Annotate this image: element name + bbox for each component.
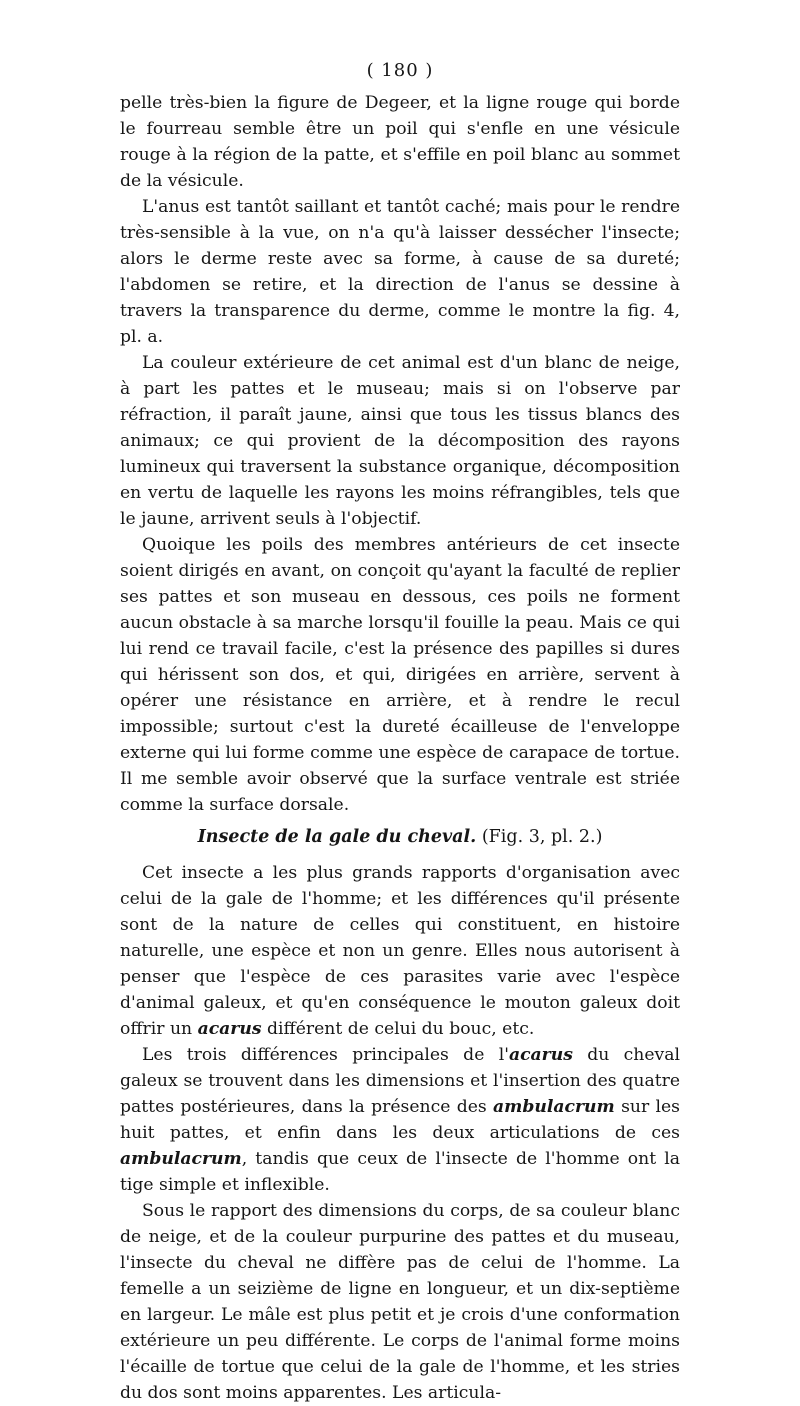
differences-text-2: du cheval galeux se trouvent dans les dimensions et l'insertion des quatre pattes postérieures, dans la présence des [120,1045,681,1117]
paragraph-differences [120,1042,680,1198]
paragraph-dimensions: Sous le rapport des dimensions du corps, de sa couleur blanc de neige, et de la couleur purpurine des pattes et du museau, l'insecte du cheval ne diffère pas de celui de l'homme. La femelle a un seizième de ligne en longueur, et un dix-septième en largeur. Le mâle est plus petit et je crois d'une conformation extérieure un peu différente. Le corps de l'animal forme moins l'écaille de tortue que celui de la gale de l'homme, et les stries du dos sont moins apparentes. Les articula- [120,1201,680,1403]
differences-text-4: , tandis que ceux de l'insecte de l'homme ont la tige simple et inflexible. [120,1149,680,1195]
book-page [120,58,680,1406]
section-figure-reference: (Fig. 3, pl. 2.) [481,827,603,847]
section-heading [120,824,680,850]
term-acarus: acarus [508,1045,573,1065]
term-ambulacrum: ambulacrum [120,1149,242,1169]
differences-text-3: sur les huit pattes, et enfin dans les deux articulations de ces [120,1097,680,1143]
differences-text-1: Les trois différences principales de l' [142,1045,509,1065]
section-title: Insecte de la gale du cheval. [197,827,477,847]
term-acarus: acarus [197,1019,262,1039]
paragraph-rapports [120,860,680,1042]
paragraph-rapports-text: Cet insecte a les plus grands rapports d'organisation avec celui de la gale de l'homme; et les différences qu'il présente sont de la nature de celles qui constituent, en histoire naturelle, une espèce et non un genre. Elles nous autorisent à penser que l'espèce de ces parasites varie avec l'espèce d'animal galeux, et qu'en conséquence le mouton galeux doit offrir un [120,863,680,1039]
paragraph-anus: L'anus est tantôt saillant et tantôt caché; mais pour le rendre très-sensible à la vue, on n'a qu'à laisser dessécher l'insecte; alors le derme reste avec sa forme, à cause de sa dureté; l'abdomen se retire, et la direction de l'anus se dessine à travers la transparence du derme, comme le montre la fig. 4, pl. a. [120,197,680,347]
paragraph-rapports-end: différent de celui du bouc, etc. [267,1019,535,1039]
paragraph-poils: Quoique les poils des membres antérieurs de cet insecte soient dirigés en avant, on conçoit qu'ayant la faculté de replier ses pattes et son museau en dessous, ces poils ne forment aucun obstacle à sa marche lorsqu'il fouille la peau. Mais ce qui lui rend ce travail facile, c'est la présence des papilles si dures qui hérissent son dos, et qui, dirigées en arrière, servent à opérer une résistance en arrière, et à rendre le recul impossible; surtout c'est la dureté écailleuse de l'enveloppe externe qui lui forme comme une espèce de carapace de tortue. Il me semble avoir observé que la surface ventrale est striée comme la surface dorsale. [120,535,680,815]
page-number: ( 180 ) [366,60,434,81]
paragraph-couleur: La couleur extérieure de cet animal est d'un blanc de neige, à part les pattes et le museau; mais si on l'observe par réfraction, il paraît jaune, ainsi que tous les tissus blancs des animaux; ce qui provient de la décomposition des rayons lumineux qui traversent la substance organique, décomposition en vertu de laquelle les rayons les moins réfrangibles, tels que le jaune, arrivent seuls à l'objectif. [120,353,680,529]
term-ambulacrum: ambulacrum [493,1097,615,1117]
paragraph-continuation: pelle très-bien la figure de Degeer, et la ligne rouge qui borde le fourreau semble être un poil qui s'enfle en une vésicule rouge à la région de la patte, et s'effile en poil blanc au sommet de la vésicule. [120,93,680,191]
